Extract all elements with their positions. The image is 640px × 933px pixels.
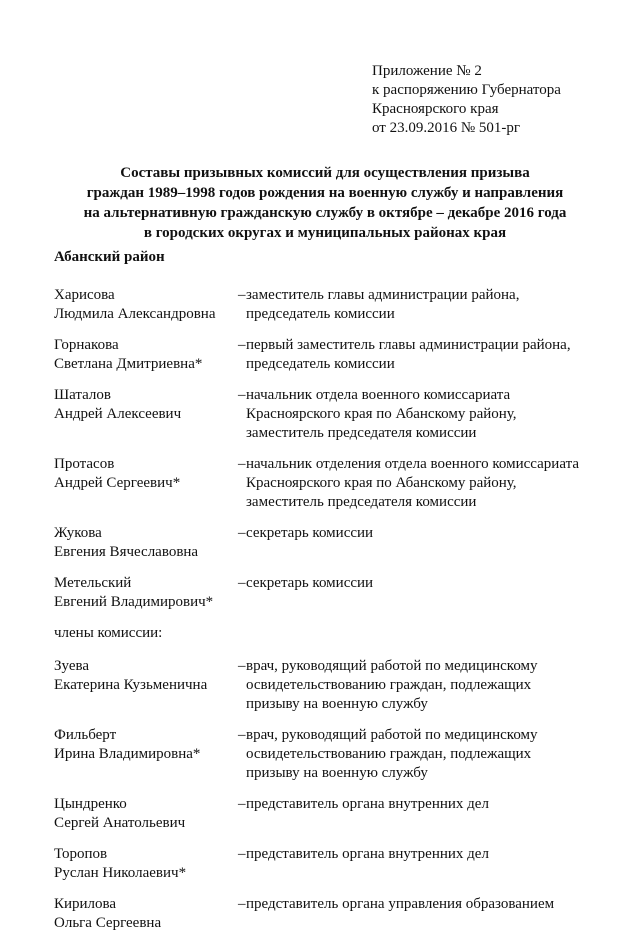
role-dash: – <box>238 727 246 743</box>
title-line: граждан 1989–1998 годов рождения на военную службу и направления <box>86 185 564 201</box>
commission-member <box>54 574 634 612</box>
member-name <box>54 845 238 883</box>
member-name-line: Фильберт <box>54 727 117 743</box>
commission-list <box>54 274 634 933</box>
member-name-line: Шаталов <box>54 387 111 403</box>
role-dash: – <box>238 287 246 303</box>
member-role <box>238 386 634 443</box>
member-name-line: Руслан Николаевич* <box>54 865 187 881</box>
member-name-line: Сергей Анатольевич <box>54 815 186 831</box>
member-name <box>54 726 238 783</box>
member-name-line: Протасов <box>54 456 115 472</box>
member-role <box>238 286 634 324</box>
member-role-line: первый заместитель главы администрации района, <box>246 337 571 353</box>
member-role-line: призыву на военную службу <box>246 765 428 781</box>
appendix-line: от 23.09.2016 № 501-рг <box>372 120 521 136</box>
member-name-line: Андрей Алексеевич <box>54 406 182 422</box>
member-name-line: Торопов <box>54 846 108 862</box>
member-role-line: освидетельствованию граждан, подлежащих <box>246 746 532 762</box>
member-role <box>238 574 634 612</box>
member-role <box>238 657 634 714</box>
role-dash: – <box>238 658 246 674</box>
member-name-line: Горнакова <box>54 337 119 353</box>
appendix-line: Красноярского края <box>372 101 499 117</box>
member-name <box>54 524 238 562</box>
appendix-line: к распоряжению Губернатора <box>372 82 561 98</box>
member-name <box>54 657 238 714</box>
member-role-line: врач, руководящий работой по медицинскому <box>246 727 538 743</box>
member-role-line: заместитель главы администрации района, <box>246 287 520 303</box>
title-line: Составы призывных комиссий для осуществления призыва <box>120 165 530 181</box>
member-role-line: Красноярского края по Абанскому району, <box>246 475 517 491</box>
role-dash: – <box>238 525 246 541</box>
role-dash: – <box>238 337 246 353</box>
appendix-line: Приложение № 2 <box>372 63 482 79</box>
member-name-line: Цындренко <box>54 796 127 812</box>
member-role-line: представитель органа управления образованием <box>246 896 555 912</box>
commission-member <box>54 845 634 883</box>
member-name <box>54 336 238 374</box>
member-name <box>54 455 238 512</box>
member-name-line: Кирилова <box>54 896 117 912</box>
role-dash: – <box>238 575 246 591</box>
district-heading: Абанский район <box>54 249 165 265</box>
commission-member <box>54 795 634 833</box>
document-title <box>40 163 610 243</box>
member-name-line: Метельский <box>54 575 132 591</box>
commission-member <box>54 386 634 443</box>
member-name-line: Ирина Владимировна* <box>54 746 201 762</box>
commission-member <box>54 336 634 374</box>
member-role-line: Красноярского края по Абанскому району, <box>246 406 517 422</box>
member-role-line: представитель органа внутренних дел <box>246 846 489 862</box>
role-dash: – <box>238 456 246 472</box>
member-role <box>238 524 634 562</box>
role-dash: – <box>238 896 246 912</box>
commission-member <box>54 524 634 562</box>
commission-member <box>54 657 634 714</box>
member-role <box>238 895 634 933</box>
member-role <box>238 726 634 783</box>
member-name-line: Людмила Александровна <box>54 306 216 322</box>
member-role-line: заместитель председателя комиссии <box>246 425 477 441</box>
member-role <box>238 845 634 883</box>
member-role <box>238 455 634 512</box>
commission-member <box>54 286 634 324</box>
member-role-line: председатель комиссии <box>246 306 395 322</box>
member-name-line: Евгений Владимирович* <box>54 594 214 610</box>
member-role-line: заместитель председателя комиссии <box>246 494 477 510</box>
commission-member <box>54 455 634 512</box>
member-role-line: представитель органа внутренних дел <box>246 796 489 812</box>
title-line: в городских округах и муниципальных районах края <box>143 225 507 241</box>
member-role-line: врач, руководящий работой по медицинскому <box>246 658 538 674</box>
member-role <box>238 336 634 374</box>
member-role-line: начальник отдела военного комиссариата <box>246 387 511 403</box>
appendix-header <box>372 62 561 138</box>
member-role-line: секретарь комиссии <box>246 525 374 541</box>
member-role <box>238 795 634 833</box>
member-name-line: Андрей Сергеевич* <box>54 475 181 491</box>
role-dash: – <box>238 846 246 862</box>
member-name-line: Зуева <box>54 658 90 674</box>
title-line: на альтернативную гражданскую службу в октябре – декабре 2016 года <box>83 205 567 221</box>
member-name <box>54 574 238 612</box>
member-role-line: председатель комиссии <box>246 356 395 372</box>
member-name <box>54 895 238 933</box>
role-dash: – <box>238 387 246 403</box>
role-dash: – <box>238 796 246 812</box>
member-name <box>54 386 238 443</box>
member-role-line: освидетельствованию граждан, подлежащих <box>246 677 532 693</box>
member-role-line: начальник отделения отдела военного комиссариата <box>246 456 579 472</box>
member-name-line: Жукова <box>54 525 102 541</box>
commission-member <box>54 726 634 783</box>
members-label: члены комиссии: <box>54 625 163 641</box>
member-name-line: Харисова <box>54 287 115 303</box>
member-name <box>54 795 238 833</box>
member-name-line: Ольга Сергеевна <box>54 915 162 931</box>
member-role-line: секретарь комиссии <box>246 575 374 591</box>
member-name-line: Евгения Вячеславовна <box>54 544 199 560</box>
member-role-line: призыву на военную службу <box>246 696 428 712</box>
commission-member <box>54 895 634 933</box>
member-name-line: Екатерина Кузьменична <box>54 677 208 693</box>
member-name-line: Светлана Дмитриевна* <box>54 356 203 372</box>
member-name <box>54 286 238 324</box>
